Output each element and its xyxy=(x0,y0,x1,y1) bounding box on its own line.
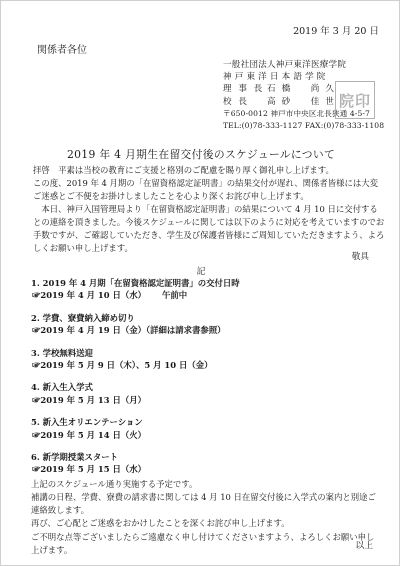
schedule-item-date: ☞2019 年 5 月 13 日（月） xyxy=(32,394,146,405)
chair-role: 理 事 長 xyxy=(223,84,265,95)
schedule-item-date: ☞2019 年 5 月 15 日（水） xyxy=(32,464,146,475)
sender-school: 神 戸 東 洋 日 本 語 学 院 xyxy=(223,72,326,83)
schedule-item-title: 2. 学費、寮費納入締め切り xyxy=(31,312,135,323)
schedule-item-date: ☞2019 年 4 月 10 日（水） 午前中 xyxy=(32,290,188,301)
end-mark: 以上 xyxy=(355,541,373,551)
schedule-item-title: 6. 新学期授業スタート xyxy=(31,452,119,463)
letter-date: 2019 年 3 月 20 日 xyxy=(293,26,379,37)
document-title: 2019 年 4 月期生在留交付後のスケジュールについて xyxy=(66,148,336,161)
schedule-item-title: 4. 新入生入学式 xyxy=(31,382,93,393)
official-seal xyxy=(335,81,375,119)
body-paragraph-notice: 本日、神戸入国管理局より「在留資格認定証明書」の結果について 4 月 10 日に交付するとの連絡を頂きました。今後スケジュールに関しては以下のように対応を考えていますのでお手数ですが、ご確認していただき、学生及び保護者皆様にご周知していただきますよう、よろしくお願い申し上げます。 xyxy=(33,204,385,253)
schedule-item-date: ☞2019 年 5 月 14 日（火） xyxy=(32,429,146,440)
chair-name: 石橋 尚久 xyxy=(267,84,340,95)
note-line: 上記のスケジュール通り実施する予定です。 xyxy=(31,478,198,489)
sender-organization: 一般社団法人神戸東洋医療学院 xyxy=(223,60,347,70)
body-paragraph-apology: この度、2019 年 4 月期の「在留資格認定証明書」の結果交付が遅れ、関係者皆様には大変ご迷惑とご不便をお掛けしましたことを心より深くお詫び申し上げます。 xyxy=(33,178,379,201)
schedule-item xyxy=(31,381,381,406)
sender-phone: TEL:(0)78-333-1127 FAX:(0)78-333-1108 xyxy=(223,121,385,131)
schedule-item xyxy=(31,416,381,441)
schedule-item-title: 3. 学校無料送迎 xyxy=(31,347,93,358)
sender-address: 〒650-0012 神戸市中央区北長狭通 4-5-7 xyxy=(223,108,370,118)
ki-heading: 記 xyxy=(196,267,206,277)
closing-word: 敬具 xyxy=(351,252,369,262)
schedule-item-title: 5. 新入生オリエンテーション xyxy=(31,417,143,428)
schedule-item xyxy=(31,277,381,302)
letter-body xyxy=(33,164,385,255)
principal-name: 高砂 佳世 xyxy=(267,96,340,107)
seal-text: 院印 xyxy=(338,91,371,110)
body-paragraph-greeting: 拝啓 平素は当校の教育にご支援と格別のご配慮を賜り厚く御礼申し上げます。 xyxy=(33,165,334,175)
schedule-item-date: ☞2019 年 5 月 9 日（木）、5 月 10 日（金） xyxy=(32,360,213,371)
note-line: 補講の日程、学費、寮費の請求書に関しては 4 月 10 日在留交付後に入学式の案内と別途ご連絡致します。 xyxy=(31,492,376,516)
schedule-item xyxy=(31,347,381,372)
recipient-line: 関係者各位 xyxy=(37,45,87,56)
schedule-item-date: ☞2019 年 4 月 19 日（金）（詳細は請求書参照） xyxy=(32,325,226,336)
note-line: 再び、ご心配とご迷惑をおかけしたことを深くお詫び申し上げます。 xyxy=(31,518,290,529)
schedule-item xyxy=(31,312,381,337)
schedule-item-title: 1. 2019 年 4 月期「在留資格認定証明書」の交付日時 xyxy=(31,278,240,288)
principal-role: 校 長 xyxy=(223,96,249,107)
note-line: ご不明な点等ございましたらご遠慮なく申し付けてくださいますよう、よろしくお願い申し上げます。 xyxy=(31,531,375,555)
schedule-list xyxy=(31,277,381,557)
schedule-item xyxy=(31,451,381,476)
closing-notes xyxy=(31,478,381,557)
